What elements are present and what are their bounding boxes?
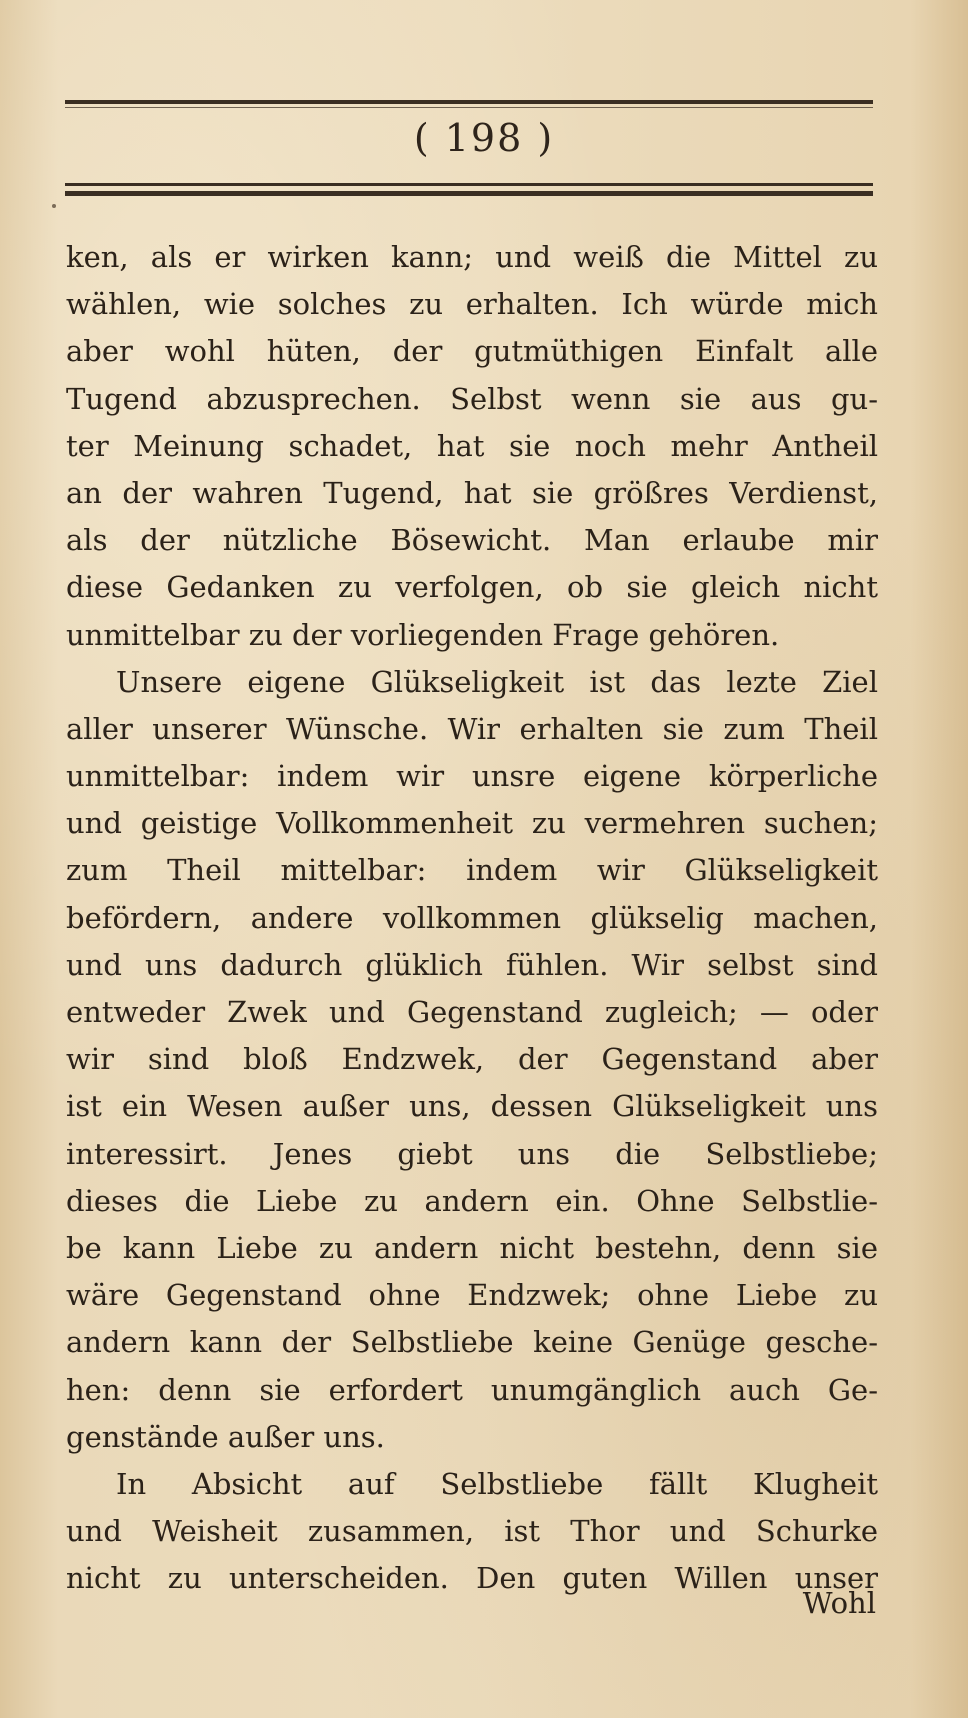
text-line: und uns dadurch glüklich fühlen. Wir selbst sind <box>66 947 878 982</box>
header-rule-bottom <box>65 191 873 196</box>
text-line: dieses die Liebe zu andern ein. Ohne Selbstlie- <box>66 1183 878 1218</box>
text-line: unmittelbar zu der vorliegenden Frage gehören. <box>66 617 780 652</box>
text-line: befördern, andere vollkommen glükselig machen, <box>66 900 878 935</box>
text-line: aller unserer Wünsche. Wir erhalten sie zum Theil <box>66 711 878 746</box>
catchword: Wohl <box>802 1586 876 1620</box>
body-text <box>66 234 878 1602</box>
page-number: ( 198 ) <box>413 116 555 160</box>
text-line: andern kann der Selbstliebe keine Genüge gesche- <box>66 1325 878 1360</box>
text-line: zum Theil mittelbar: indem wir Glükseligkeit <box>66 853 878 888</box>
text-line: genstände außer uns. <box>66 1419 385 1454</box>
text-line: interessirt. Jenes giebt uns die Selbstliebe; <box>66 1136 878 1171</box>
text-line: wählen, wie solches zu erhalten. Ich würde mich <box>66 287 878 322</box>
text-line: ter Meinung schadet, hat sie noch mehr Antheil <box>66 428 878 463</box>
text-line: Tugend abzusprechen. Selbst wenn sie aus gu- <box>66 381 878 416</box>
text-line: hen: denn sie erfordert unumgänglich auch Ge- <box>66 1372 878 1407</box>
text-line: ist ein Wesen außer uns, dessen Glükseligkeit uns <box>66 1089 878 1124</box>
text-line: nicht zu unterscheiden. Den guten Willen unser <box>66 1561 878 1596</box>
paragraph-start-line: Unsere eigene Glükseligkeit ist das lezte Ziel <box>116 664 878 699</box>
text-line: und geistige Vollkommenheit zu vermehren suchen; <box>66 806 878 841</box>
text-line: wäre Gegenstand ohne Endzwek; ohne Liebe zu <box>66 1278 878 1313</box>
ink-speck <box>52 204 56 208</box>
text-line: wir sind bloß Endzwek, der Gegenstand aber <box>66 1042 878 1077</box>
header-rule-top <box>65 100 873 104</box>
paragraph-start-line: In Absicht auf Selbstliebe fällt Klugheit <box>116 1466 878 1501</box>
text-line: und Weisheit zusammen, ist Thor und Schurke <box>66 1514 878 1549</box>
text-line: be kann Liebe zu andern nicht bestehn, denn sie <box>66 1230 878 1265</box>
text-line: an der wahren Tugend, hat sie größres Verdienst, <box>66 475 878 510</box>
header-rule-top-thin <box>65 107 873 108</box>
text-line: ken, als er wirken kann; und weiß die Mittel zu <box>66 240 878 274</box>
text-line: diese Gedanken zu verfolgen, ob sie gleich nicht <box>66 570 878 605</box>
text-line: aber wohl hüten, der gutmüthigen Einfalt alle <box>66 334 878 369</box>
text-line: unmittelbar: indem wir unsre eigene körperliche <box>66 759 878 794</box>
header-rule-bottom-thin <box>65 183 873 186</box>
text-line: entweder Zwek und Gegenstand zugleich; — oder <box>66 995 878 1029</box>
text-line: als der nützliche Bösewicht. Man erlaube mir <box>66 523 878 558</box>
